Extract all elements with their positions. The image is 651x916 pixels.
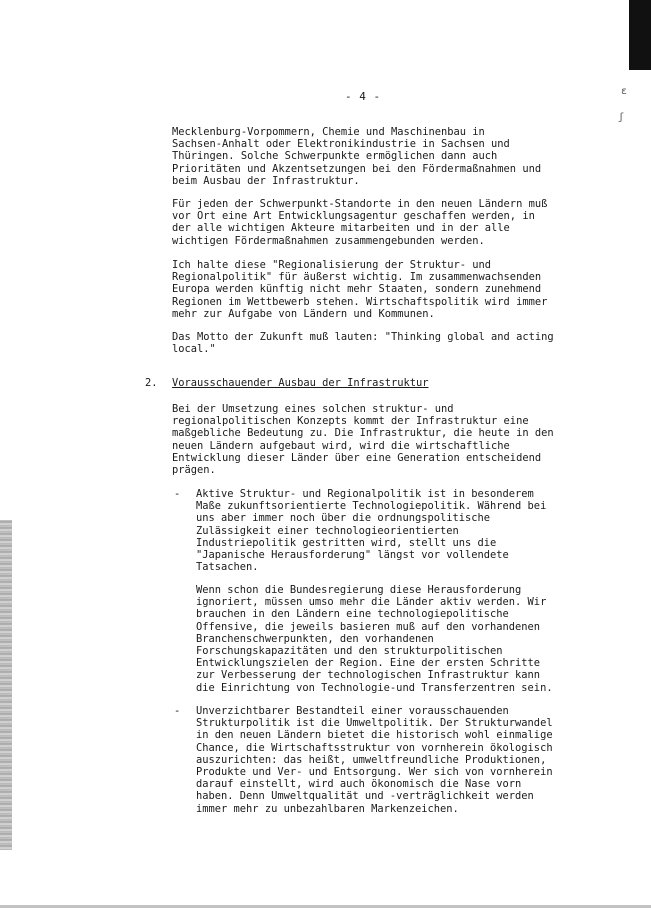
section-number: 2. (145, 377, 158, 389)
text-line: Chance, die Wirtschaftsstruktur von vornherein ökologisch (196, 741, 553, 754)
scan-binding-edge (0, 520, 12, 850)
bullet-2 (196, 705, 553, 815)
text-line: "Japanische Herausforderung" längst vor vollendete (196, 549, 509, 562)
text-line: Tatsachen. (196, 561, 259, 574)
text-line: in den neuen Ländern bietet die historisch wohl einmalige (196, 729, 553, 742)
text-line: Sachsen-Anhalt oder Elektronikindustrie in Sachsen und (172, 138, 510, 151)
text-line: Thüringen. Solche Schwerpunkte ermöglichen dann auch (172, 150, 498, 163)
text-line: Wenn schon die Bundesregierung diese Herausforderung (196, 584, 522, 596)
paragraph-4 (172, 331, 554, 355)
text-line: immer mehr zu unbezahlbaren Markenzeichen. (196, 802, 459, 815)
text-line: regionalpolitischen Konzepts kommt der Infrastruktur eine (172, 415, 529, 428)
text-line: Bei der Umsetzung eines solchen struktur- und (172, 403, 454, 415)
text-line: Aktive Struktur- und Regionalpolitik ist in besonderem (196, 488, 534, 500)
text-line: vor Ort eine Art Entwicklungsagentur geschaffen werden, in (172, 210, 535, 223)
scan-edge-shadow (629, 0, 651, 70)
paragraph-2 (172, 198, 547, 247)
text-line: uns aber immer noch über die ordnungspolitische (196, 512, 491, 525)
margin-mark: ɛ (621, 86, 628, 97)
text-line: maßgebliche Bedeutung zu. Die Infrastruktur, die heute in den (172, 427, 554, 440)
text-line: Unverzichtbarer Bestandteil einer vorausschauenden (196, 705, 509, 717)
section-heading: Vorausschauender Ausbau der Infrastruktur (172, 377, 429, 389)
text-line: Industriepolitik gestritten wird, stellt uns die (196, 536, 497, 549)
text-line: prägen. (172, 464, 216, 477)
text-line: mehr zur Aufgabe von Ländern und Kommunen. (172, 307, 435, 320)
text-line: Produkte und Ver- und Entsorgung. Wer sich von vornherein (196, 766, 553, 779)
bullet-1 (196, 488, 546, 573)
text-line: Entwicklung dieser Länder über eine Generation entscheidend (172, 451, 542, 464)
text-line: darauf einstellt, wird auch ökonomisch die Nase vorn (196, 778, 522, 791)
text-line: brauchen in den Ländern eine technologiepolitische (196, 608, 509, 621)
text-line: Mecklenburg-Vorpommern, Chemie und Maschinenbau in (172, 126, 485, 138)
margin-mark: ʃ (618, 112, 625, 123)
text-line: Offensive, die jeweils basieren muß auf den vorhandenen (196, 620, 541, 633)
text-line: Ich halte diese "Regionalisierung der Struktur- und (172, 259, 492, 271)
text-line: Regionalpolitik" für äußerst wichtig. Im zusammenwachsenden (172, 271, 542, 284)
paragraph-3 (172, 259, 547, 320)
text-line: local." (172, 343, 216, 356)
paragraph-1 (172, 126, 541, 187)
section-intro (172, 403, 554, 476)
text-line: die Einrichtung von Technologie-und Transferzentren sein. (196, 681, 553, 694)
text-line: beim Ausbau der Infrastruktur. (172, 174, 360, 187)
bullet-dash: - (174, 705, 181, 717)
text-line: Das Motto der Zukunft muß lauten: "Thinking global and acting (172, 331, 554, 343)
page-number: - 4 - (345, 90, 381, 103)
text-line: Forschungskapazitäten und den strukturpolitischen (196, 645, 503, 658)
text-line: Regionen im Wettbewerb stehen. Wirtschaftspolitik wird immer (172, 295, 548, 308)
text-line: Für jeden der Schwerpunkt-Standorte in den neuen Ländern muß (172, 198, 548, 210)
text-line: Branchenschwerpunkten, den vorhandenen (196, 632, 434, 645)
bullet-dash: - (174, 488, 181, 500)
text-line: neuen Ländern aufgebaut wird, wird die wirtschaftliche (172, 439, 510, 452)
text-line: der alle wichtigen Akteure mitarbeiten und in der alle (172, 222, 510, 235)
text-line: Europa werden künftig nicht mehr Staaten, sondern zunehmend (172, 283, 542, 296)
scan-bottom-edge (0, 905, 651, 908)
text-line: Strukturpolitik ist die Umweltpolitik. Der Strukturwandel (196, 717, 553, 730)
text-line: wichtigen Fördermaßnahmen zusammengebunden werden. (172, 234, 485, 247)
text-line: haben. Denn Umweltqualität und -verträglichkeit werden (196, 790, 534, 803)
text-line: Prioritäten und Akzentsetzungen bei den Fördermaßnahmen und (172, 162, 542, 175)
bullet-1-continuation (196, 584, 553, 694)
text-line: Maße zukunftsorientierte Technologiepolitik. Während bei (196, 500, 547, 513)
text-line: zur Verbesserung der technologischen Infrastruktur kann (196, 669, 541, 682)
text-line: Entwicklungszielen der Region. Eine der ersten Schritte (196, 657, 541, 670)
text-line: Zulässigkeit einer technologieorientierten (196, 524, 459, 537)
text-line: auszurichten: das heißt, umweltfreundliche Produktionen, (196, 753, 547, 766)
text-line: ignoriert, müssen umso mehr die Länder aktiv werden. Wir (196, 596, 547, 609)
